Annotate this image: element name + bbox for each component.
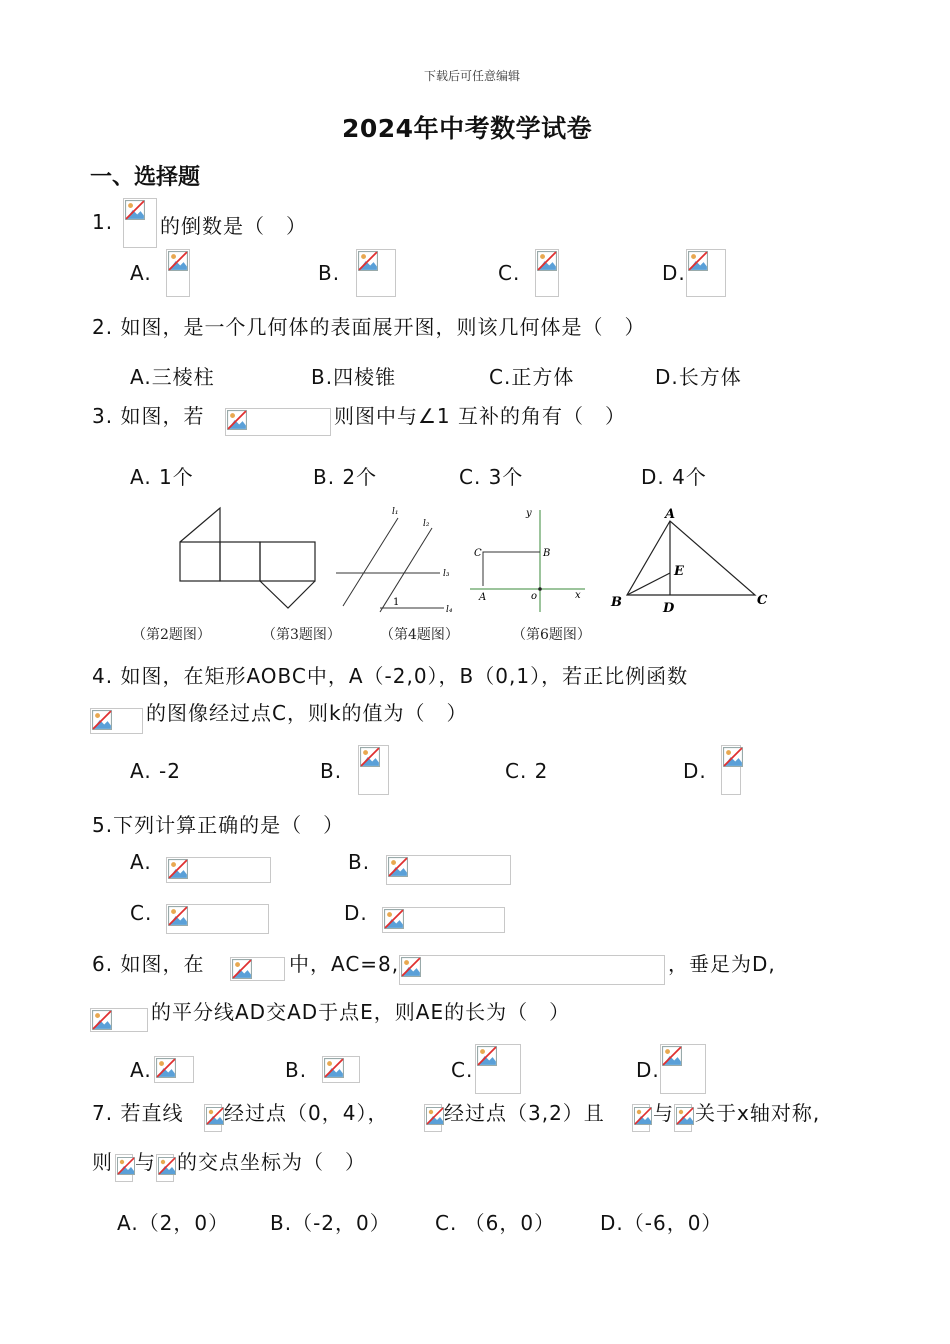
q3-condition-image — [225, 408, 331, 436]
q5-option-a-image — [166, 857, 271, 883]
q4-option-b: B. — [320, 759, 343, 783]
q1-option-d: D. — [662, 261, 686, 285]
fig4-label-y: y — [526, 508, 532, 519]
q6-option-c: C. — [451, 1058, 474, 1082]
fig4-label-a: A — [479, 592, 487, 603]
q7-text-7: 与 — [135, 1150, 156, 1174]
q4-option-d-image — [721, 745, 741, 795]
q7-option-a: A.（2，0） — [117, 1211, 230, 1235]
fig3-label-l3: l₃ — [443, 569, 450, 579]
q2-option-c: C.正方体 — [489, 365, 575, 389]
fig4-label-b: B — [543, 548, 551, 559]
q7-line2-image — [424, 1104, 442, 1132]
fig3-label-l1: l₁ — [392, 507, 399, 517]
fig3-caption: （第3题图） — [262, 627, 341, 643]
q6-option-b: B. — [285, 1058, 308, 1082]
fig4-caption: （第4题图） — [380, 627, 459, 643]
q6-angle-image — [90, 1008, 148, 1032]
fig4-label-c: C — [474, 548, 482, 559]
q6-condition-image — [399, 955, 665, 985]
q1-option-b-image — [356, 249, 396, 297]
q2-text: 2. 如图，是一个几何体的表面展开图，则该几何体是（ ） — [92, 315, 646, 339]
fig6-triangle-diagram — [627, 521, 755, 595]
fig6-label-a: A — [665, 507, 676, 522]
q2-option-a: A.三棱柱 — [130, 365, 215, 389]
q4-option-c: C. 2 — [505, 759, 549, 783]
q7-option-c: C. （6，0） — [435, 1211, 556, 1235]
fig3-angle-1-label: 1 — [393, 597, 400, 608]
q7-line1-image — [204, 1104, 222, 1132]
fig4-coordinate-graph — [470, 510, 585, 612]
q4-option-a: A. -2 — [130, 759, 181, 783]
q3-option-d: D. 4个 — [641, 465, 707, 489]
fig6-caption: （第6题图） — [512, 627, 591, 643]
fig3-parallel-lines — [336, 518, 444, 612]
q2-option-d: D.长方体 — [655, 365, 742, 389]
fig3-label-l2: l₂ — [423, 519, 430, 529]
q4-option-d: D. — [683, 759, 707, 783]
q7-option-d: D.（-6，0） — [600, 1211, 723, 1235]
q3-option-c: C. 3个 — [459, 465, 524, 489]
q6-option-d-image — [660, 1044, 706, 1094]
fig6-label-d: D — [663, 601, 675, 616]
q5-option-a: A. — [130, 850, 152, 874]
q1-formula-image — [123, 198, 157, 248]
q4-line1: 4. 如图，在矩形AOBC中，A（-2,0），B（0,1），若正比例函数 — [92, 664, 689, 688]
q5-text: 5.下列计算正确的是（ ） — [92, 813, 345, 837]
q7-line1-ref2-image — [115, 1154, 133, 1182]
q7-option-b: B.（-2，0） — [270, 1211, 391, 1235]
q6-option-a: A. — [130, 1058, 152, 1082]
q1-text: 的倒数是（ ） — [160, 214, 307, 238]
q1-option-a: A. — [130, 261, 152, 285]
q1-option-b: B. — [318, 261, 341, 285]
section-title: 一、选择题 — [90, 165, 201, 190]
q6-option-a-image — [154, 1056, 194, 1083]
q6-option-d: D. — [636, 1058, 660, 1082]
q6-option-c-image — [475, 1044, 521, 1094]
q7-text-8: 的交点坐标为（ ） — [177, 1150, 366, 1174]
q7-text-4: 与 — [653, 1101, 674, 1125]
fig4-label-x: x — [575, 590, 581, 601]
q1-option-d-image — [686, 249, 726, 297]
q7-text-2: 经过点（0，4）， — [224, 1101, 389, 1125]
fig2-caption: （第2题图） — [132, 627, 211, 643]
q7-line2-ref-image — [674, 1104, 692, 1132]
figures-row — [0, 500, 950, 620]
q1-option-a-image — [166, 249, 190, 297]
q1-number: 1. — [92, 210, 114, 234]
q5-option-c: C. — [130, 901, 153, 925]
q6-triangle-image — [230, 957, 285, 981]
fig6-label-e: E — [674, 564, 684, 579]
q6-text-3: ，垂足为D, — [668, 952, 776, 976]
q5-option-b: B. — [348, 850, 371, 874]
q3-option-b: B. 2个 — [313, 465, 378, 489]
q5-option-c-image — [166, 904, 269, 934]
q7-line2-ref2-image — [156, 1154, 174, 1182]
fig4-label-o: o — [531, 591, 538, 602]
header-note: 下载后可任意编辑 — [424, 69, 521, 83]
q6-text-2: 中，AC=8, — [289, 952, 400, 976]
q7-line1-ref-image — [632, 1104, 650, 1132]
fig6-label-c: C — [757, 593, 768, 608]
q7-text-5: 关于x轴对称, — [695, 1101, 821, 1125]
q1-option-c: C. — [498, 261, 521, 285]
fig3-label-l4: l₄ — [446, 605, 453, 615]
q2-option-b: B.四棱锥 — [311, 365, 397, 389]
q6-text-4: 的平分线AD交AD于点E，则AE的长为（ ） — [151, 1000, 571, 1024]
q3-lead: 3. 如图，若 — [92, 404, 205, 428]
q3-option-a: A. 1个 — [130, 465, 194, 489]
q5-option-d-image — [382, 907, 505, 933]
q6-option-b-image — [322, 1056, 360, 1083]
page-title: 2024年中考数学试卷 — [342, 114, 593, 143]
q7-text-6: 则 — [92, 1150, 113, 1174]
q1-option-c-image — [535, 249, 559, 297]
q5-option-b-image — [386, 855, 511, 885]
fig2-net-diagram — [180, 508, 315, 608]
q4-function-image — [90, 708, 143, 734]
fig6-label-b: B — [611, 595, 622, 610]
q7-lead: 7. 若直线 — [92, 1101, 184, 1125]
q6-lead: 6. 如图，在 — [92, 952, 205, 976]
q5-option-d: D. — [344, 901, 368, 925]
q3-text: 则图中与∠1 互补的角有（ ） — [334, 404, 627, 428]
q7-text-3: 经过点（3,2）且 — [444, 1101, 605, 1125]
q4-option-b-image — [358, 745, 389, 795]
q4-line2: 的图像经过点C，则k的值为（ ） — [146, 701, 468, 725]
